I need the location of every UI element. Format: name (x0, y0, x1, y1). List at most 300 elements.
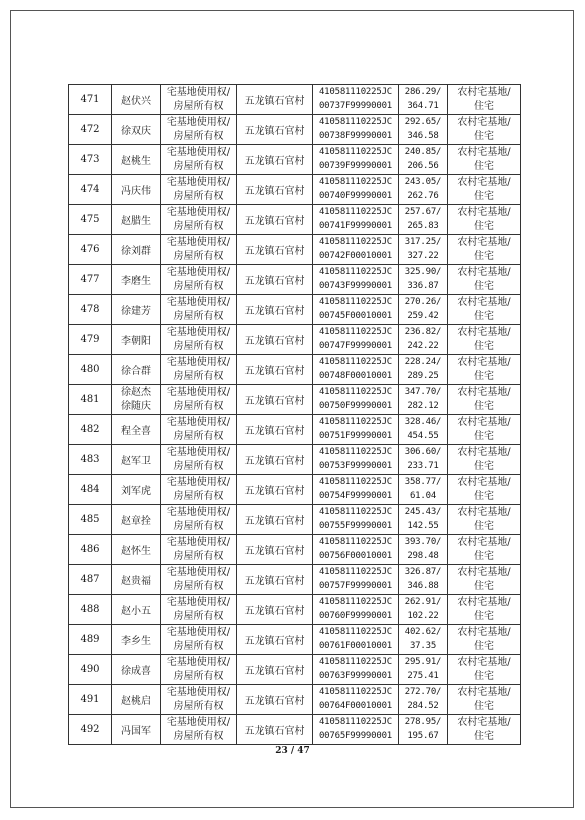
parcel-code-cell (313, 625, 399, 655)
cell-line: 住宅 (474, 490, 494, 502)
cell-line: 住宅 (474, 190, 494, 202)
cell-line: 住宅 (474, 340, 494, 352)
area-cell (399, 535, 448, 565)
area-cell (399, 145, 448, 175)
row-number-cell: 483 (69, 445, 112, 475)
land-use-cell (448, 205, 521, 235)
cell-line: 298.48 (407, 550, 439, 561)
location-cell: 五龙镇石官村 (237, 325, 313, 355)
row-number-cell: 492 (69, 715, 112, 745)
location-cell: 五龙镇石官村 (237, 295, 313, 325)
table-row (69, 235, 521, 265)
cell-line: 272.70/ (404, 687, 442, 697)
parcel-code-cell (313, 205, 399, 235)
owner-name-cell: 赵怀生 (112, 535, 161, 565)
owner-name-cell: 李磨生 (112, 265, 161, 295)
cell-line: 农村宅基地/ (457, 627, 511, 638)
table-row (69, 325, 521, 355)
cell-line: 农村宅基地/ (457, 507, 511, 518)
row-number-cell: 472 (69, 115, 112, 145)
cell-line: 住宅 (474, 250, 494, 262)
cell-line: 257.67/ (404, 207, 442, 217)
cell-line: 房屋所有权 (173, 130, 224, 142)
cell-line: 00737F99990001 (318, 100, 393, 111)
cell-line: 农村宅基地/ (457, 387, 511, 398)
cell-line: 住宅 (474, 280, 494, 292)
land-use-cell (448, 625, 521, 655)
cell-line: 245.43/ (404, 507, 442, 517)
cell-line: 00755F99990001 (318, 520, 393, 531)
owner-name-cell: 赵腊生 (112, 205, 161, 235)
parcel-code-cell (313, 565, 399, 595)
owner-name-cell: 赵贵福 (112, 565, 161, 595)
cell-line: 宅基地使用权/ (166, 327, 231, 338)
cell-line: 282.12 (407, 400, 439, 411)
cell-line: 262.76 (407, 190, 439, 201)
right-type-cell (161, 505, 237, 535)
parcel-code-cell (313, 325, 399, 355)
cell-line: 410581110225JC (318, 177, 393, 187)
row-number-cell: 471 (69, 85, 112, 115)
right-type-cell (161, 625, 237, 655)
cell-line: 454.55 (407, 430, 439, 441)
table-row (69, 85, 521, 115)
row-number-cell: 479 (69, 325, 112, 355)
cell-line: 265.83 (407, 220, 439, 231)
cell-line: 房屋所有权 (173, 100, 224, 112)
cell-line: 00748F00010001 (318, 370, 393, 381)
right-type-cell (161, 715, 237, 745)
owner-name-cell: 赵章拴 (112, 505, 161, 535)
cell-line: 农村宅基地/ (457, 657, 511, 668)
area-cell (399, 355, 448, 385)
cell-line: 336.87 (407, 280, 439, 291)
cell-line: 农村宅基地/ (457, 267, 511, 278)
registry-table (68, 84, 521, 745)
right-type-cell (161, 685, 237, 715)
owner-name-cell: 刘军虎 (112, 475, 161, 505)
right-type-cell (161, 175, 237, 205)
area-cell (399, 595, 448, 625)
cell-line: 00741F99990001 (318, 220, 393, 231)
area-cell (399, 235, 448, 265)
location-cell: 五龙镇石官村 (237, 535, 313, 565)
cell-line: 农村宅基地/ (457, 177, 511, 188)
land-use-cell (448, 445, 521, 475)
area-cell (399, 175, 448, 205)
cell-line: 00751F99990001 (318, 430, 393, 441)
cell-line: 410581110225JC (318, 147, 393, 157)
cell-line: 房屋所有权 (173, 310, 224, 322)
cell-line: 房屋所有权 (173, 430, 224, 442)
owner-name-cell: 赵桃启 (112, 685, 161, 715)
location-cell: 五龙镇石官村 (237, 415, 313, 445)
cell-line: 房屋所有权 (173, 670, 224, 682)
cell-line: 宅基地使用权/ (166, 567, 231, 578)
cell-line: 宅基地使用权/ (166, 537, 231, 548)
cell-line: 410581110225JC (318, 237, 393, 247)
cell-line: 236.82/ (404, 327, 442, 337)
area-cell (399, 445, 448, 475)
parcel-code-cell (313, 655, 399, 685)
cell-line: 住宅 (474, 100, 494, 112)
owner-name-cell: 李乡生 (112, 625, 161, 655)
cell-line: 宅基地使用权/ (166, 627, 231, 638)
cell-line: 住宅 (474, 220, 494, 232)
location-cell: 五龙镇石官村 (237, 355, 313, 385)
cell-line: 61.04 (409, 490, 437, 501)
owner-name-cell: 赵桃生 (112, 145, 161, 175)
cell-line: 宅基地使用权/ (166, 447, 231, 458)
cell-line: 房屋所有权 (173, 340, 224, 352)
cell-line: 00761F00010001 (318, 640, 393, 651)
cell-line: 住宅 (474, 130, 494, 142)
cell-line: 00750F99990001 (318, 400, 393, 411)
table-row (69, 655, 521, 685)
land-use-cell (448, 265, 521, 295)
cell-line: 295.91/ (404, 657, 442, 667)
cell-line: 房屋所有权 (173, 580, 224, 592)
cell-line: 195.67 (407, 730, 439, 741)
cell-line: 农村宅基地/ (457, 147, 511, 158)
parcel-code-cell (313, 715, 399, 745)
cell-line: 房屋所有权 (173, 730, 224, 742)
land-use-cell (448, 505, 521, 535)
area-cell (399, 295, 448, 325)
parcel-code-cell (313, 385, 399, 415)
parcel-code-cell (313, 535, 399, 565)
location-cell: 五龙镇石官村 (237, 475, 313, 505)
cell-line: 农村宅基地/ (457, 687, 511, 698)
owner-name-cell (112, 385, 161, 415)
land-use-cell (448, 85, 521, 115)
location-cell: 五龙镇石官村 (237, 595, 313, 625)
row-number-cell: 489 (69, 625, 112, 655)
owner-name-cell: 冯庆伟 (112, 175, 161, 205)
cell-line: 农村宅基地/ (457, 537, 511, 548)
cell-line: 住宅 (474, 640, 494, 652)
cell-line: 农村宅基地/ (457, 477, 511, 488)
cell-line: 农村宅基地/ (457, 717, 511, 728)
land-use-cell (448, 175, 521, 205)
cell-line: 住宅 (474, 610, 494, 622)
cell-line: 农村宅基地/ (457, 87, 511, 98)
right-type-cell (161, 115, 237, 145)
cell-line: 410581110225JC (318, 297, 393, 307)
parcel-code-cell (313, 475, 399, 505)
cell-line: 住宅 (474, 520, 494, 532)
table-row (69, 295, 521, 325)
cell-line: 房屋所有权 (173, 550, 224, 562)
cell-line: 243.05/ (404, 177, 442, 187)
table-row (69, 265, 521, 295)
cell-line: 00756F00010001 (318, 550, 393, 561)
cell-line: 房屋所有权 (173, 280, 224, 292)
cell-line: 410581110225JC (318, 87, 393, 97)
table-row (69, 565, 521, 595)
cell-line: 275.41 (407, 670, 439, 681)
cell-line: 00739F99990001 (318, 160, 393, 171)
owner-name-cell: 李朝阳 (112, 325, 161, 355)
table-row (69, 145, 521, 175)
parcel-code-cell (313, 175, 399, 205)
cell-line: 410581110225JC (318, 387, 393, 397)
owner-name-cell: 徐合群 (112, 355, 161, 385)
owner-name-line: 徐赵杰 (121, 387, 151, 398)
cell-line: 358.77/ (404, 477, 442, 487)
right-type-cell (161, 655, 237, 685)
cell-line: 393.70/ (404, 537, 442, 547)
parcel-code-cell (313, 295, 399, 325)
location-cell: 五龙镇石官村 (237, 505, 313, 535)
cell-line: 364.71 (407, 100, 439, 111)
area-cell (399, 385, 448, 415)
area-cell (399, 685, 448, 715)
right-type-cell (161, 445, 237, 475)
cell-line: 宅基地使用权/ (166, 207, 231, 218)
row-number-cell: 486 (69, 535, 112, 565)
cell-line: 410581110225JC (318, 327, 393, 337)
cell-line: 农村宅基地/ (457, 237, 511, 248)
cell-line: 宅基地使用权/ (166, 657, 231, 668)
right-type-cell (161, 205, 237, 235)
cell-line: 宅基地使用权/ (166, 357, 231, 368)
row-number-cell: 478 (69, 295, 112, 325)
row-number-cell: 474 (69, 175, 112, 205)
location-cell: 五龙镇石官村 (237, 565, 313, 595)
cell-line: 房屋所有权 (173, 610, 224, 622)
right-type-cell (161, 145, 237, 175)
parcel-code-cell (313, 685, 399, 715)
cell-line: 住宅 (474, 400, 494, 412)
cell-line: 00745F00010001 (318, 310, 393, 321)
owner-name-cell: 赵伏兴 (112, 85, 161, 115)
cell-line: 410581110225JC (318, 267, 393, 277)
land-use-cell (448, 655, 521, 685)
cell-line: 00747F99990001 (318, 340, 393, 351)
cell-line: 宅基地使用权/ (166, 267, 231, 278)
cell-line: 346.58 (407, 130, 439, 141)
cell-line: 328.46/ (404, 417, 442, 427)
right-type-cell (161, 355, 237, 385)
cell-line: 410581110225JC (318, 447, 393, 457)
cell-line: 259.42 (407, 310, 439, 321)
area-cell (399, 475, 448, 505)
cell-line: 房屋所有权 (173, 520, 224, 532)
cell-line: 37.35 (409, 640, 437, 651)
row-number-cell: 481 (69, 385, 112, 415)
area-cell (399, 265, 448, 295)
cell-line: 00738F99990001 (318, 130, 393, 141)
area-cell (399, 565, 448, 595)
row-number-cell: 488 (69, 595, 112, 625)
cell-line: 住宅 (474, 550, 494, 562)
cell-line: 宅基地使用权/ (166, 117, 231, 128)
cell-line: 410581110225JC (318, 117, 393, 127)
right-type-cell (161, 325, 237, 355)
table-row (69, 355, 521, 385)
location-cell: 五龙镇石官村 (237, 205, 313, 235)
cell-line: 房屋所有权 (173, 190, 224, 202)
row-number-cell: 490 (69, 655, 112, 685)
owner-name-cell: 徐建芳 (112, 295, 161, 325)
location-cell: 五龙镇石官村 (237, 235, 313, 265)
cell-line: 102.22 (407, 610, 439, 621)
right-type-cell (161, 385, 237, 415)
owner-name-cell: 徐双庆 (112, 115, 161, 145)
cell-line: 306.60/ (404, 447, 442, 457)
cell-line: 286.29/ (404, 87, 442, 97)
location-cell: 五龙镇石官村 (237, 715, 313, 745)
cell-line: 农村宅基地/ (457, 207, 511, 218)
cell-line: 410581110225JC (318, 687, 393, 697)
cell-line: 住宅 (474, 370, 494, 382)
right-type-cell (161, 565, 237, 595)
cell-line: 289.25 (407, 370, 439, 381)
cell-line: 宅基地使用权/ (166, 507, 231, 518)
cell-line: 240.85/ (404, 147, 442, 157)
cell-line: 278.95/ (404, 717, 442, 727)
cell-line: 宅基地使用权/ (166, 687, 231, 698)
row-number-cell: 491 (69, 685, 112, 715)
row-number-cell: 485 (69, 505, 112, 535)
cell-line: 142.55 (407, 520, 439, 531)
parcel-code-cell (313, 265, 399, 295)
cell-line: 房屋所有权 (173, 460, 224, 472)
row-number-cell: 484 (69, 475, 112, 505)
cell-line: 00765F99990001 (318, 730, 393, 741)
owner-name-cell: 赵军卫 (112, 445, 161, 475)
land-use-cell (448, 415, 521, 445)
cell-line: 房屋所有权 (173, 250, 224, 262)
cell-line: 宅基地使用权/ (166, 387, 231, 398)
cell-line: 410581110225JC (318, 417, 393, 427)
cell-line: 00754F99990001 (318, 490, 393, 501)
cell-line: 326.87/ (404, 567, 442, 577)
cell-line: 住宅 (474, 160, 494, 172)
cell-line: 410581110225JC (318, 627, 393, 637)
location-cell: 五龙镇石官村 (237, 85, 313, 115)
table-row (69, 445, 521, 475)
right-type-cell (161, 595, 237, 625)
area-cell (399, 85, 448, 115)
location-cell: 五龙镇石官村 (237, 655, 313, 685)
parcel-code-cell (313, 85, 399, 115)
cell-line: 410581110225JC (318, 507, 393, 517)
area-cell (399, 655, 448, 685)
cell-line: 住宅 (474, 580, 494, 592)
cell-line: 房屋所有权 (173, 640, 224, 652)
cell-line: 房屋所有权 (173, 400, 224, 412)
parcel-code-cell (313, 505, 399, 535)
cell-line: 410581110225JC (318, 537, 393, 547)
cell-line: 346.88 (407, 580, 439, 591)
row-number-cell: 480 (69, 355, 112, 385)
parcel-code-cell (313, 415, 399, 445)
cell-line: 宅基地使用权/ (166, 237, 231, 248)
cell-line: 农村宅基地/ (457, 567, 511, 578)
land-use-cell (448, 385, 521, 415)
area-cell (399, 505, 448, 535)
cell-line: 410581110225JC (318, 657, 393, 667)
table-row (69, 415, 521, 445)
land-use-cell (448, 355, 521, 385)
row-number-cell: 477 (69, 265, 112, 295)
cell-line: 宅基地使用权/ (166, 177, 231, 188)
owner-name-cell: 赵小五 (112, 595, 161, 625)
land-use-cell (448, 295, 521, 325)
table-row (69, 175, 521, 205)
land-use-cell (448, 535, 521, 565)
row-number-cell: 487 (69, 565, 112, 595)
location-cell: 五龙镇石官村 (237, 265, 313, 295)
cell-line: 206.56 (407, 160, 439, 171)
table-row (69, 505, 521, 535)
right-type-cell (161, 475, 237, 505)
cell-line: 农村宅基地/ (457, 327, 511, 338)
land-use-cell (448, 685, 521, 715)
cell-line: 房屋所有权 (173, 700, 224, 712)
area-cell (399, 415, 448, 445)
cell-line: 住宅 (474, 430, 494, 442)
land-use-cell (448, 715, 521, 745)
table-row (69, 595, 521, 625)
cell-line: 327.22 (407, 250, 439, 261)
cell-line: 233.71 (407, 460, 439, 471)
location-cell: 五龙镇石官村 (237, 625, 313, 655)
parcel-code-cell (313, 445, 399, 475)
page-number: 23 / 47 (275, 746, 310, 756)
table-row (69, 385, 521, 415)
cell-line: 292.65/ (404, 117, 442, 127)
location-cell: 五龙镇石官村 (237, 445, 313, 475)
cell-line: 262.91/ (404, 597, 442, 607)
location-cell: 五龙镇石官村 (237, 145, 313, 175)
owner-name-cell: 徐刘群 (112, 235, 161, 265)
cell-line: 00760F99990001 (318, 610, 393, 621)
cell-line: 410581110225JC (318, 477, 393, 487)
cell-line: 410581110225JC (318, 207, 393, 217)
cell-line: 宅基地使用权/ (166, 147, 231, 158)
parcel-code-cell (313, 145, 399, 175)
cell-line: 房屋所有权 (173, 220, 224, 232)
cell-line: 00753F99990001 (318, 460, 393, 471)
cell-line: 00757F99990001 (318, 580, 393, 591)
table-row (69, 535, 521, 565)
cell-line: 农村宅基地/ (457, 117, 511, 128)
row-number-cell: 475 (69, 205, 112, 235)
area-cell (399, 325, 448, 355)
cell-line: 房屋所有权 (173, 490, 224, 502)
parcel-code-cell (313, 115, 399, 145)
parcel-code-cell (313, 595, 399, 625)
cell-line: 房屋所有权 (173, 370, 224, 382)
land-use-cell (448, 145, 521, 175)
owner-name-line: 徐随庆 (121, 400, 151, 412)
area-cell (399, 115, 448, 145)
cell-line: 住宅 (474, 730, 494, 742)
cell-line: 农村宅基地/ (457, 417, 511, 428)
cell-line: 00740F99990001 (318, 190, 393, 201)
land-use-cell (448, 325, 521, 355)
right-type-cell (161, 415, 237, 445)
cell-line: 住宅 (474, 310, 494, 322)
parcel-code-cell (313, 355, 399, 385)
cell-line: 00763F99990001 (318, 670, 393, 681)
cell-line: 住宅 (474, 670, 494, 682)
cell-line: 402.62/ (404, 627, 442, 637)
cell-line: 宅基地使用权/ (166, 297, 231, 308)
